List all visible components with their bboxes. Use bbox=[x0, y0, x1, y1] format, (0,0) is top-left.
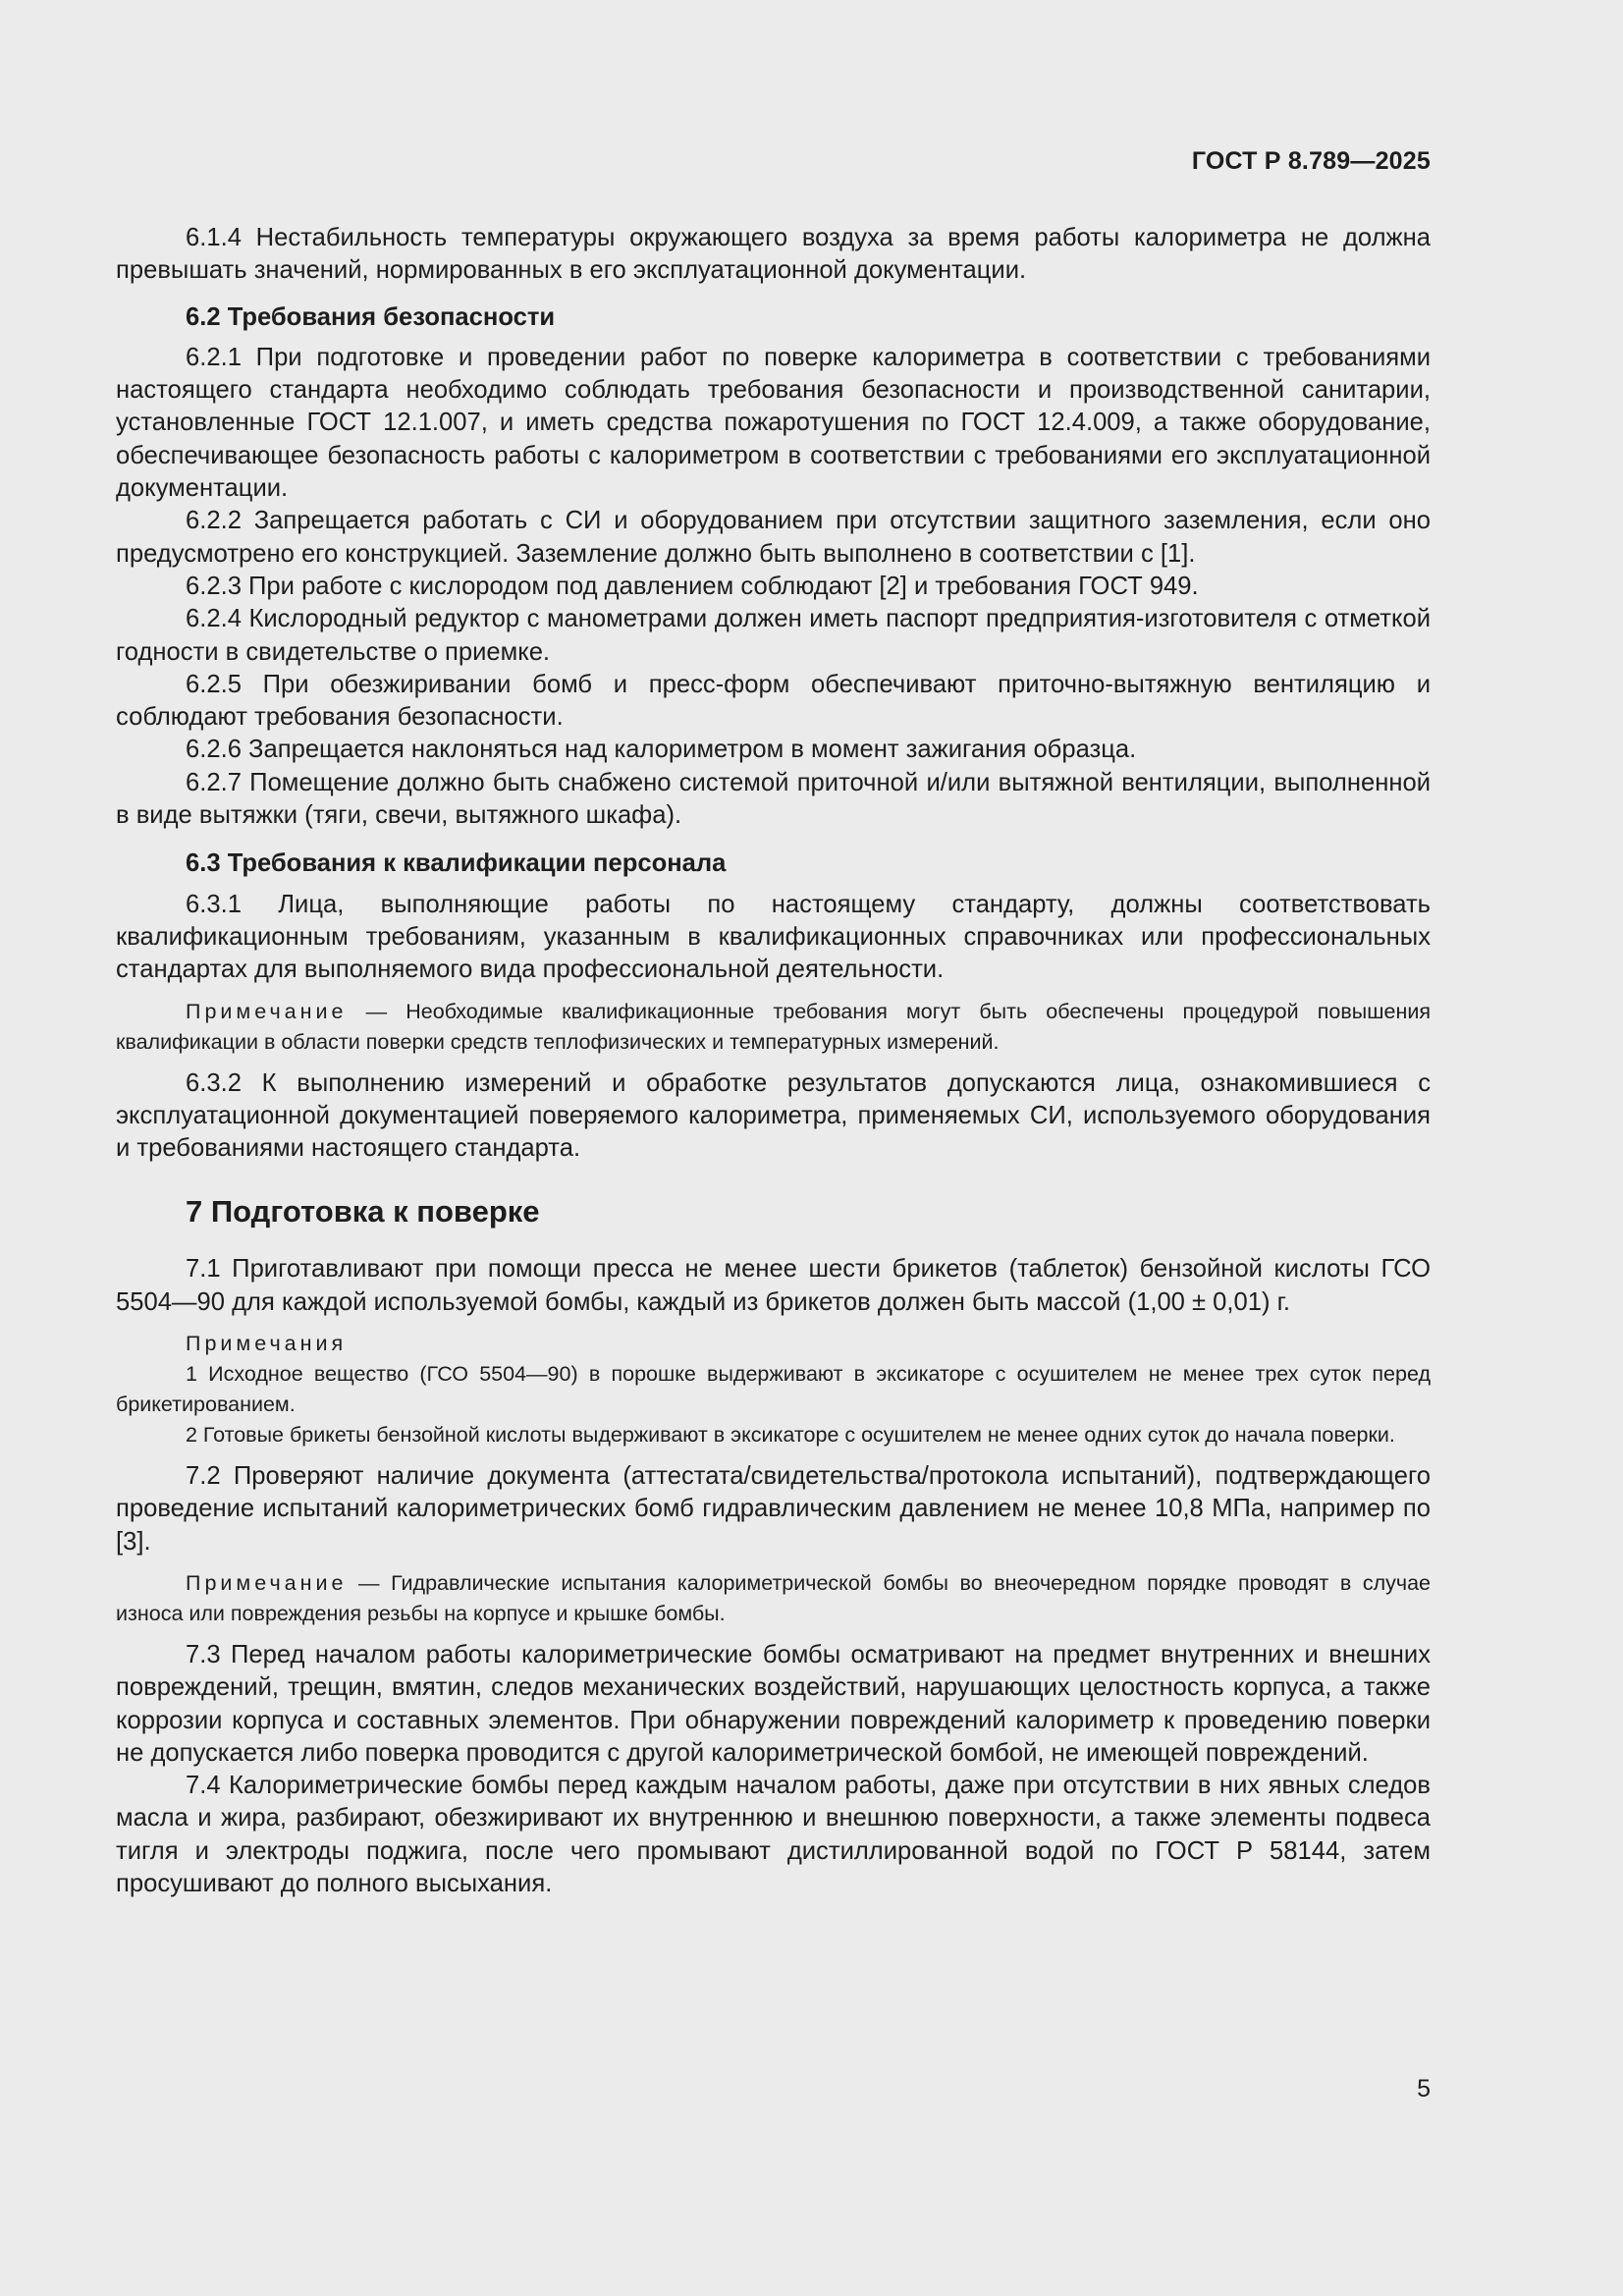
paragraph-6-2-1: 6.2.1 При подготовке и проведении работ по поверке калориметра в соответствии с требованиями настоящего стандарта необходимо соблюдать требования безопасности и производственной санитарии, установленные ГОСТ 12.1.007, и иметь средства пожаротушения по ГОСТ 12.4.009, а также оборудование, обеспечивающее безопасность работы с калориметром в соответствии с требованиями его эксплуатационной документации. bbox=[116, 343, 1431, 503]
paragraph-6-2-6: 6.2.6 Запрещается наклоняться над калориметром в момент зажигания образца. bbox=[186, 736, 1137, 764]
paragraph-6-2-4: 6.2.4 Кислородный редуктор с манометрами должен иметь паспорт предприятия-изготовителя с отметкой годности в свидетельстве о приемке. bbox=[116, 605, 1431, 666]
note-7-1-item-1: 1 Исходное вещество (ГСО 5504—90) в порошке выдерживают в эксикаторе с осушителем не менее трех суток перед брикетированием. bbox=[116, 1362, 1431, 1417]
section-heading-6-2: 6.2 Требования безопасности bbox=[186, 302, 556, 331]
notes-label: Примечания bbox=[186, 1332, 348, 1356]
paragraph-6-3-1: 6.3.1 Лица, выполняющие работы по настоящему стандарту, должны соответствовать квалификационным требованиям, указанным в квалификационных справочниках или профессиональных стандартах для выполняемого вида профессиональной деятельности. bbox=[116, 890, 1431, 984]
paragraph-7-4: 7.4 Калориметрические бомбы перед каждым началом работы, даже при отсутствии в них явных следов масла и жира, разбирают, обезжиривают их внутреннюю и внешнюю поверхности, а также элементы подвеса тигля и электроды поджига, после чего промывают дистиллированной водой по ГОСТ Р 58144, затем просушивают до полного высыхания. bbox=[116, 1772, 1431, 1897]
paragraph-7-2: 7.2 Проверяют наличие документа (аттестата/свидетельства/протокола испытаний), подтверждающего проведение испытаний калориметрических бомб гидравлическим давлением не менее 10,8 МПа, например по [3]. bbox=[116, 1462, 1431, 1556]
note-text: — Гидравлические испытания калориметрической бомбы во внеочередном порядке проводят в случае износа или повреждения резьбы на корпусе и крышке бомбы. bbox=[116, 1570, 1431, 1625]
paragraph-6-2-2: 6.2.2 Запрещается работать с СИ и оборудованием при отсутствии защитного заземления, если оно предусмотрено его конструкцией. Заземление должно быть выполнено в соответствии с [1]. bbox=[116, 507, 1431, 568]
paragraph-6-1-4: 6.1.4 Нестабильность температуры окружающего воздуха за время работы калориметра не должна превышать значений, нормированных в его эксплуатационной документации. bbox=[116, 224, 1431, 285]
paragraph-6-2-7: 6.2.7 Помещение должно быть снабжено системой приточной и/или вытяжной вентиляции, выполненной в виде вытяжки (тяги, свечи, вытяжного шкафа). bbox=[116, 768, 1431, 830]
paragraph-6-3-2: 6.3.2 К выполнению измерений и обработке результатов допускаются лица, ознакомившиеся с эксплуатационной документацией поверяемого калориметра, применяемых СИ, используемого оборудования и требованиями настоящего стандарта. bbox=[116, 1068, 1431, 1163]
note-7-1-item-2: 2 Готовые брикеты бензойной кислоты выдерживают в эксикаторе с осушителем не менее одних суток до начала поверки. bbox=[186, 1423, 1395, 1448]
note-6-3-1 bbox=[116, 997, 1431, 1058]
paragraph-6-2-5: 6.2.5 При обезжиривании бомб и пресс-форм обеспечивают приточно-вытяжную вентиляцию и соблюдают требования безопасности. bbox=[116, 670, 1431, 732]
paragraph-7-1: 7.1 Приготавливают при помощи пресса не менее шести брикетов (таблеток) бензойной кислоты ГСО 5504—90 для каждой используемой бомбы, каждый из брикетов должен быть массой (1,00 ± 0,01) г. bbox=[116, 1255, 1431, 1316]
section-heading-6-3: 6.3 Требования к квалификации персонала bbox=[186, 849, 727, 878]
document-code-header: ГОСТ Р 8.789—2025 bbox=[1191, 147, 1431, 175]
notes-7-1 bbox=[116, 1329, 1431, 1450]
note-7-2 bbox=[116, 1568, 1431, 1629]
page-number: 5 bbox=[1417, 2075, 1431, 2103]
chapter-heading-7: 7 Подготовка к поверке bbox=[186, 1194, 540, 1230]
paragraph-7-3: 7.3 Перед началом работы калориметрические бомбы осматривают на предмет внутренних и внешних повреждений, трещин, вмятин, следов механических воздействий, нарушающих целостность корпуса, а также коррозии корпуса и составных элементов. При обнаружении повреждений калориметр к проведению поверки не допускается либо поверка проводится с другой калориметрической бомбой, не имеющей повреждений. bbox=[116, 1640, 1431, 1767]
paragraph-6-2-3: 6.2.3 При работе с кислородом под давлением соблюдают [2] и требования ГОСТ 949. bbox=[186, 572, 1199, 600]
page-content bbox=[116, 222, 1431, 1900]
note-label: Примечание bbox=[186, 1570, 348, 1595]
note-label: Примечание bbox=[186, 999, 348, 1023]
note-text: — Необходимые квалификационные требования могут быть обеспечены процедурой повышения квалификации в области поверки средств теплофизических и температурных измерений. bbox=[116, 999, 1431, 1054]
